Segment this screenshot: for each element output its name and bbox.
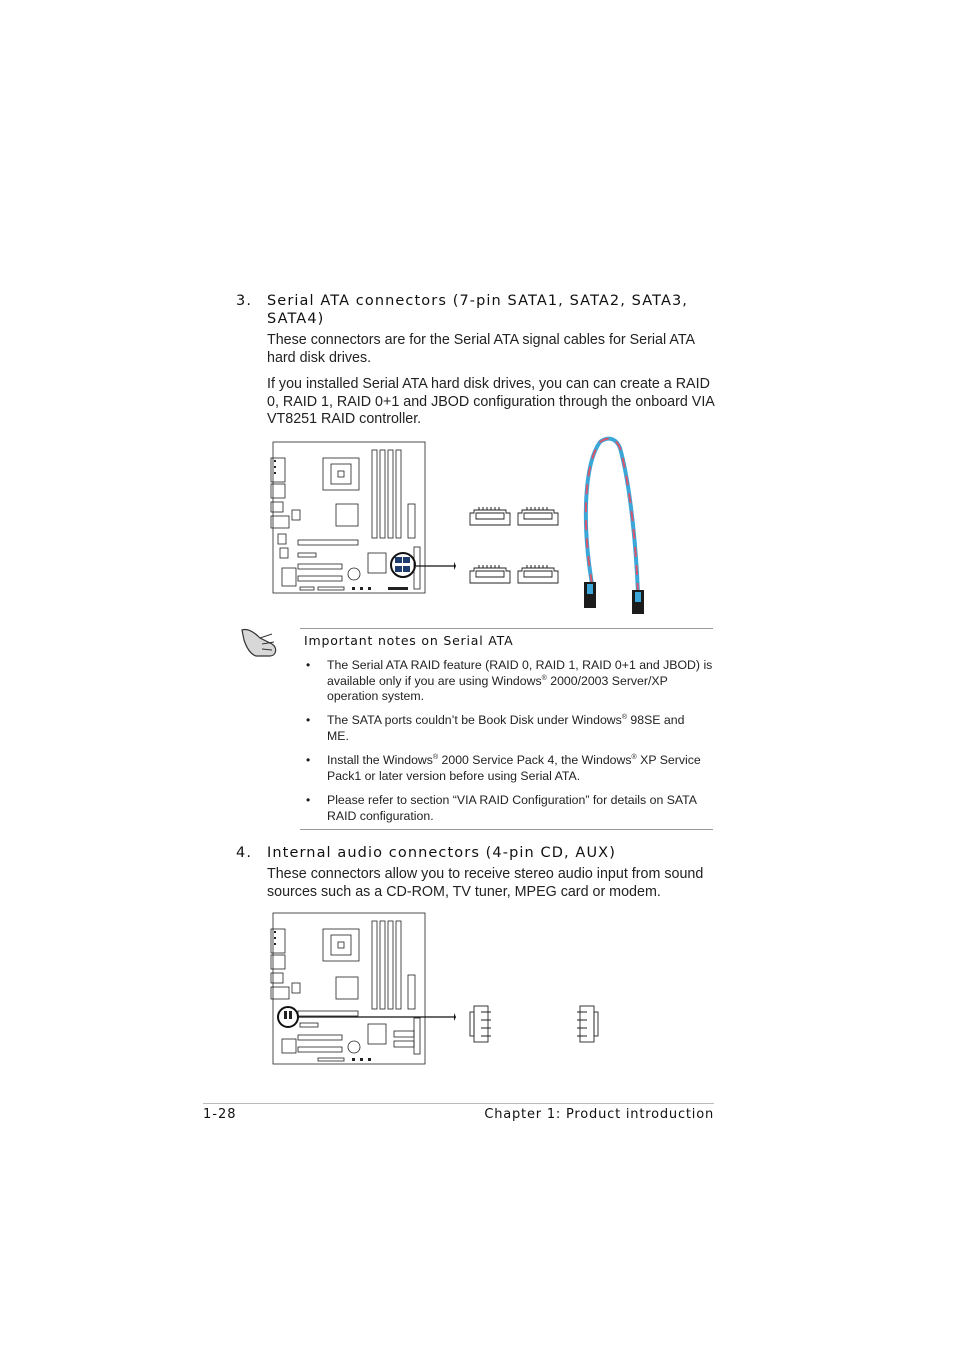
- note-heading: Important notes on Serial ATA: [304, 633, 514, 648]
- note-bottom-rule: [300, 829, 713, 830]
- audio-connector-closeups: [468, 1000, 608, 1050]
- section3-number: 3.: [236, 293, 253, 309]
- section4-paragraph: These connectors allow you to receive stereo audio input from sound sources such as a CD-ROM, TV tuner, MPEG card or modem.: [267, 866, 704, 900]
- motherboard-audio-layout-diagram: [268, 911, 428, 1067]
- motherboard-sata-layout-diagram: [268, 440, 428, 596]
- section3-title: Serial ATA connectors (7-pin SATA1, SATA2, SATA3,: [267, 293, 689, 309]
- section3-paragraph-2: If you installed Serial ATA hard disk drives, you can can create a RAID 0, RAID 1, RAID 0+1 and JBOD configuration through the onboard VIA VT8251 RAID controller.: [267, 376, 715, 427]
- note-bullet: •: [306, 753, 311, 767]
- footer-rule: [203, 1103, 714, 1104]
- hand-pointer-icon: [240, 624, 280, 660]
- note-item-3: Install the Windows® 2000 Service Pack 4, the Windows® XP Service Pack1 or later version before using Serial ATA.: [327, 753, 701, 783]
- note-item-4: Please refer to section “VIA RAID Configuration” for details on SATA RAID configuration.: [327, 793, 697, 823]
- section3-paragraph-1: These connectors are for the Serial ATA signal cables for Serial ATA hard disk drives.: [267, 332, 696, 366]
- note-item-1: The Serial ATA RAID feature (RAID 0, RAID 1, RAID 0+1 and JBOD) is available only if you are using Windows® 2000/2003 Server/XP operation system.: [327, 658, 713, 703]
- page-number: 1-28: [203, 1107, 237, 1122]
- note-top-rule: [300, 628, 713, 629]
- sata-cable-illustration: [578, 434, 658, 616]
- section4-number: 4.: [236, 845, 253, 861]
- sata-connector-closeups: [466, 505, 562, 587]
- note-bullet: •: [306, 793, 311, 807]
- chapter-title: Chapter 1: Product introduction: [484, 1107, 714, 1122]
- note-bullet: •: [306, 713, 311, 727]
- section4-title: Internal audio connectors (4-pin CD, AUX): [267, 845, 616, 861]
- note-item-2: The SATA ports couldn’t be Book Disk under Windows® 98SE and ME.: [327, 713, 685, 743]
- section3-title-cont: SATA4): [267, 311, 325, 327]
- note-bullet: •: [306, 658, 311, 672]
